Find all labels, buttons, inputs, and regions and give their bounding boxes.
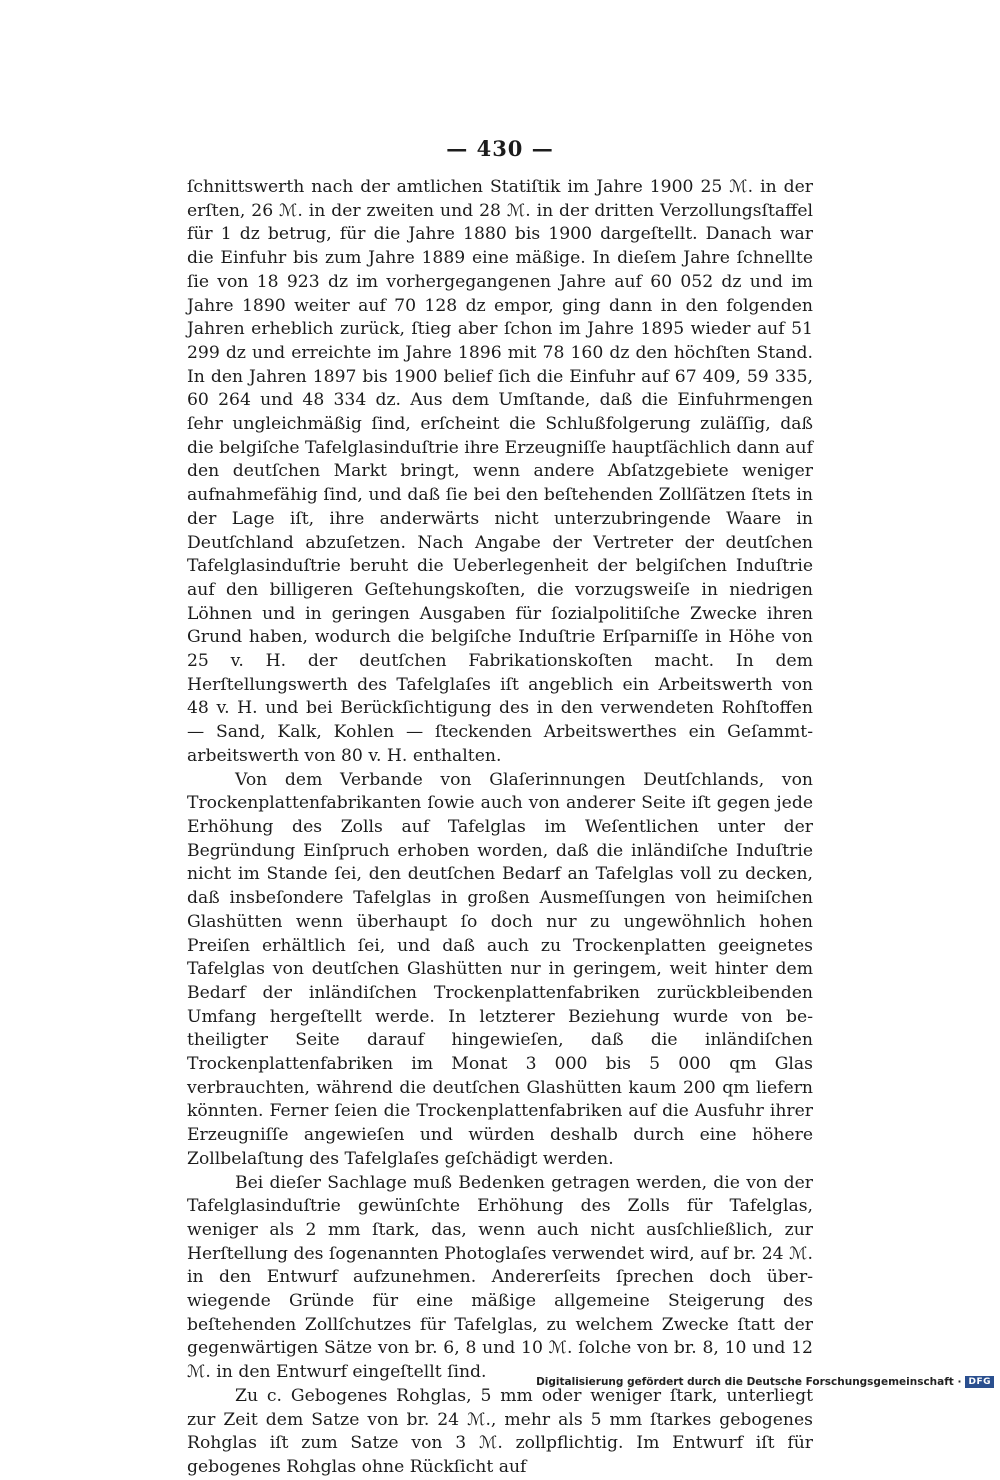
dfg-logo: DFG	[965, 1376, 994, 1388]
paragraph-3: Bei dieſer Sachlage muß Bedenken getragen werden, die von der Tafelglasinduſtrie gewünſchte Erhöhung des Zolls für Tafelglas, weniger als 2 mm ſtark, das, wenn auch nicht ausſchließlich, zur Herſtellung des ſogenannten Photoglaſes verwendet wird, auf br. 24 ℳ. in den Entwurf aufzunehmen. Andererſeits ſprechen doch überwiegende Gründe für eine mäßige allgemeine Steigerung des beſtehenden Zollſchutzes für Tafelglas, zu welchem Zwecke ſtatt der gegenwärtigen Sätze von br. 6, 8 und 10 ℳ. ſolche von br. 8, 10 und 12 ℳ. in den Entwurf eingeſtellt ſind.	[187, 1172, 813, 1383]
paragraph-4: Zu c. Gebogenes Rohglas, 5 mm oder weniger ſtark, unterliegt zur Zeit dem Satze von br. 24 ℳ., mehr als 5 mm ſtarkes gebogenes Rohglas iſt zum Satze von 3 ℳ. zollpflichtig. Im Entwurf iſt für gebogenes Rohglas ohne Rückſicht auf	[187, 1385, 813, 1477]
digitization-credit	[536, 1376, 994, 1388]
credit-text: Digitalisierung gefördert durch die Deutsche Forschungsgemeinschaft ·	[536, 1376, 962, 1388]
paragraph-2: Von dem Verbande von Glaſerinnungen Deutſchlands, von Trockenplattenfabrikanten ſowie auch von anderer Seite iſt gegen jede Erhöhung des Zolls auf Tafelglas im Weſentlichen unter der Begründung Einſpruch erhoben worden, daß die inländiſche Induſtrie nicht im Stande ſei, den deutſchen Bedarf an Tafelglas voll zu decken, daß insbeſondere Tafelglas in großen Ausmeſſungen von heimiſchen Glashütten wenn überhaupt ſo doch nur zu ungewöhnlich hohen Preiſen erhältlich ſei, und daß auch zu Trockenplatten geeignetes Tafelglas von deutſchen Glashütten nur in geringem, weit hinter dem Bedarf der inländiſchen Trockenplattenfabriken zurückbleibenden Umfang hergeſtellt werde. In letzterer Beziehung wurde von betheiligter Seite darauf hingewieſen, daß die inländiſchen Trockenplattenfabriken im Monat 3 000 bis 5 000 qm Glas verbrauchten, während die deutſchen Glashütten kaum 200 qm liefern könnten. Ferner ſeien die Trockenplattenfabriken auf die Ausfuhr ihrer Erzeugniſſe angewieſen und würden deshalb durch eine höhere Zollbelaſtung des Tafelglaſes geſchädigt werden.	[187, 769, 813, 1169]
body-text	[187, 176, 813, 1480]
page-number: — 430 —	[446, 136, 554, 161]
paragraph-1: ſchnittswerth nach der amtlichen Statiſtik im Jahre 1900 25 ℳ. in der erſten, 26 ℳ. in der zweiten und 28 ℳ. in der dritten Verzollungsſtaffel für 1 dz betrug, für die Jahre 1880 bis 1900 dargeſtellt. Danach war die Einfuhr bis zum Jahre 1889 eine mäßige. In dieſem Jahre ſchnellte ſie von 18 923 dz im vorhergegangenen Jahre auf 60 052 dz und im Jahre 1890 weiter auf 70 128 dz empor, ging dann in den folgenden Jahren erheblich zurück, ſtieg aber ſchon im Jahre 1895 wieder auf 51 299 dz und erreichte im Jahre 1896 mit 78 160 dz den höchſten Stand. In den Jahren 1897 bis 1900 belief ſich die Einfuhr auf 67 409, 59 335, 60 264 und 48 334 dz. Aus dem Umſtande, daß die Einfuhrmengen ſehr ungleichmäßig ſind, erſcheint die Schlußfolgerung zuläſſig, daß die belgiſche Tafelglasinduſtrie ihre Erzeugniſſe hauptſächlich dann auf den deutſchen Markt bringt, wenn andere Abſatzgebiete weniger aufnahmefähig ſind, und daß ſie bei den beſtehenden Zollſätzen ſtets in der Lage iſt, ihre anderwärts nicht unterzubringende Waare in Deutſchland abzuſetzen. Nach Angabe der Vertreter der deutſchen Tafelglasinduſtrie beruht die Ueberlegenheit der belgiſchen Induſtrie auf den billigeren Geſtehungskoſten, die vorzugsweiſe in niedrigen Löhnen und in geringen Ausgaben für ſozialpolitiſche Zwecke ihren Grund haben, wodurch die belgiſche Induſtrie Erſparniſſe in Höhe von 25 v. H. der deutſchen Fabrikationskoſten macht. In dem Herſtellungswerth des Tafelglaſes iſt angeblich ein Arbeitswerth von 48 v. H. und bei Berückſichtigung des in den verwendeten Rohſtoffen — Sand, Kalk, Kohlen — ſteckenden Arbeitswerthes ein Geſammtarbeitswerth von 80 v. H. enthalten.	[187, 177, 813, 766]
